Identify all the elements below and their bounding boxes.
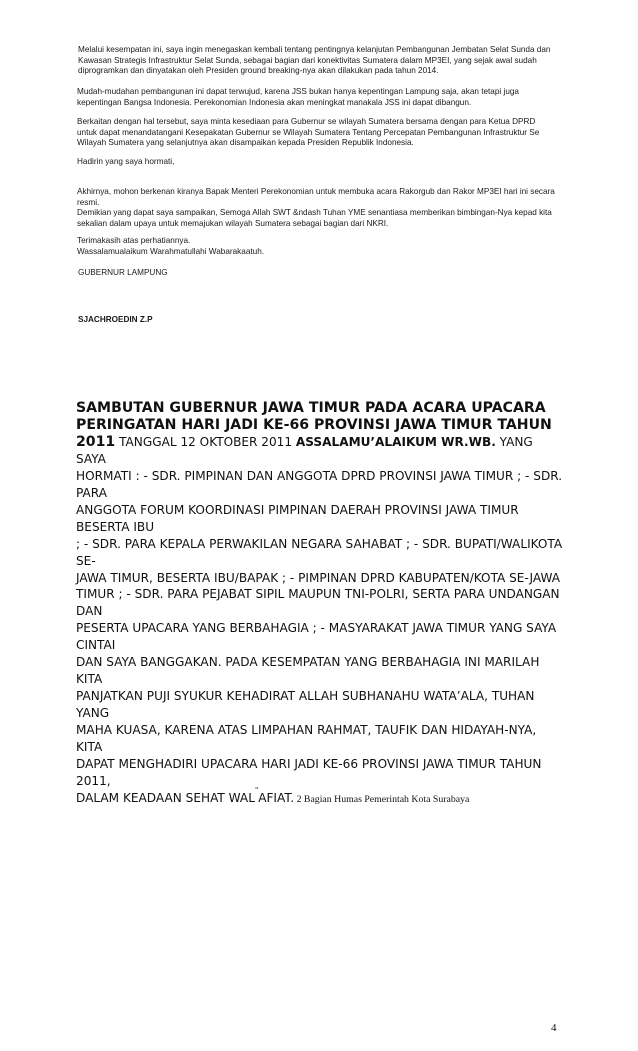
speech-line: PANJATKAN PUJI SYUKUR KEHADIRAT ALLAH SUBHANAHU WATA’ALA, TUHAN YANG	[76, 689, 535, 721]
text-line: diprogramkan dan dinyatakan oleh Presiden ground breaking-nya akan dilakukan pada tahun 2014.	[78, 66, 439, 76]
signature-name: SJACHROEDIN Z.P	[78, 315, 153, 324]
text-line: Terimakasih atas perhatiannya.	[77, 236, 191, 245]
speech-line: AFIAT.	[258, 790, 295, 805]
paragraph-thanks	[77, 236, 567, 257]
text-line: Wilayah Sumatera yang selanjutnya akan disampaikan kepada Presiden Republik Indonesia.	[77, 138, 414, 148]
speech-line: ANGGOTA FORUM KOORDINASI PIMPINAN DAERAH PROVINSI JAWA TIMUR BESERTA IBU	[76, 502, 519, 534]
paragraph-agreement	[77, 117, 567, 149]
speech-title-line: PERINGATAN HARI JADI KE-66 PROVINSI JAWA TIMUR TAHUN	[76, 416, 552, 433]
text-line: untuk dapat menandatangani Kesepakatan Gubernur se Wilayah Sumatera Tentang Percepatan Pembangunan Infrastruktur Se	[77, 127, 540, 137]
text-line: Hadirin yang saya hormati,	[77, 157, 175, 166]
text-line: Kawasan Strategis Infrastruktur Selat Sunda, sebagai bagian dari konektivitas Sumatera dalam MP3EI, yang sejak awal sudah	[78, 55, 537, 65]
signature-title: GUBERNUR LAMPUNG	[78, 268, 168, 277]
speech-quote-mark: "	[254, 785, 259, 794]
speech-date: TANGGAL 12 OKTOBER 2011	[115, 434, 296, 449]
paragraph-greeting	[77, 157, 567, 168]
paragraph-jss-intro	[78, 45, 568, 77]
text-line: Mudah-mudahan pembangunan ini dapat terwujud, karena JSS bukan hanya kepentingan Lampung saja, akan tetapi juga	[77, 87, 519, 96]
speech-text: YANG SAYA	[76, 434, 533, 466]
speech-line: TIMUR ; - SDR. PARA PEJABAT SIPIL MAUPUN TNI-POLRI, SERTA PARA UNDANGAN DAN	[76, 587, 560, 619]
speech-line: MAHA KUASA, KARENA ATAS LIMPAHAN RAHMAT, TAUFIK DAN HIDAYAH-NYA, KITA	[76, 723, 537, 755]
speech-line: DAN SAYA BANGGAKAN. PADA KESEMPATAN YANG BERBAHAGIA INI MARILAH KITA	[76, 655, 540, 687]
paragraph-jss-hope	[77, 87, 567, 108]
speech-line: JAWA TIMUR, BESERTA IBU/BAPAK ; - PIMPINAN DPRD KABUPATEN/KOTA SE-JAWA	[76, 570, 561, 585]
text-line: Melalui kesempatan ini, saya ingin menegaskan kembali tentang pentingnya kelanjutan Pembangunan Jembatan Selat Sunda dan	[78, 45, 551, 54]
text-line: Akhirnya, mohon berkenan kiranya Bapak Menteri Perekonomian untuk membuka acara Rakorgub dan Rakor MP3EI hari ini secara	[77, 187, 555, 196]
paragraph-closing	[77, 187, 567, 229]
text-line: Demikian yang dapat saya sampaikan, Semoga Allah SWT &ndash Tuhan YME senantiasa memberikan bimbingan-Nya kepad kita	[77, 208, 552, 218]
speech-title-year: 2011	[76, 433, 116, 450]
page-number: 4	[551, 1022, 557, 1034]
speech-block	[76, 400, 566, 809]
speech-title-line: SAMBUTAN GUBERNUR JAWA TIMUR PADA ACARA UPACARA	[76, 400, 546, 416]
speech-line: DAPAT MENGHADIRI UPACARA HARI JADI KE-66 PROVINSI JAWA TIMUR TAHUN 2011,	[76, 757, 542, 788]
speech-line: ; - SDR. PARA KEPALA PERWAKILAN NEGARA SAHABAT ; - SDR. BUPATI/WALIKOTA SE-	[76, 536, 563, 568]
text-line: kepentingan Bangsa Indonesia. Perekonomian Indonesia akan meningkat manakala JSS ini dapat dibangun.	[77, 97, 472, 107]
footnote: 2 Bagian Humas Pemerintah Kota Surabaya	[294, 793, 470, 805]
text-line: Wassalamualaikum Warahmatullahi Wabarakaatuh.	[77, 246, 265, 256]
speech-greeting: ASSALAMU’ALAIKUM WR.WB.	[295, 434, 496, 449]
speech-line: HORMATI : - SDR. PIMPINAN DAN ANGGOTA DPRD PROVINSI JAWA TIMUR ; - SDR. PARA	[76, 468, 563, 500]
text-line: sekalian dalam upaya untuk memajukan wilayah Sumatera sebagai bagian dari NKRI.	[77, 218, 389, 228]
text-line: resmi.	[77, 197, 100, 207]
speech-line: PESERTA UPACARA YANG BERBAHAGIA ; - MASYARAKAT JAWA TIMUR YANG SAYA CINTAI	[76, 621, 557, 653]
speech-line: DALAM KEADAAN SEHAT WAL	[76, 790, 255, 805]
text-line: Berkaitan dengan hal tersebut, saya minta kesediaan para Gubernur se wilayah Sumatera bersama dengan para Ketua DPRD	[77, 117, 536, 126]
